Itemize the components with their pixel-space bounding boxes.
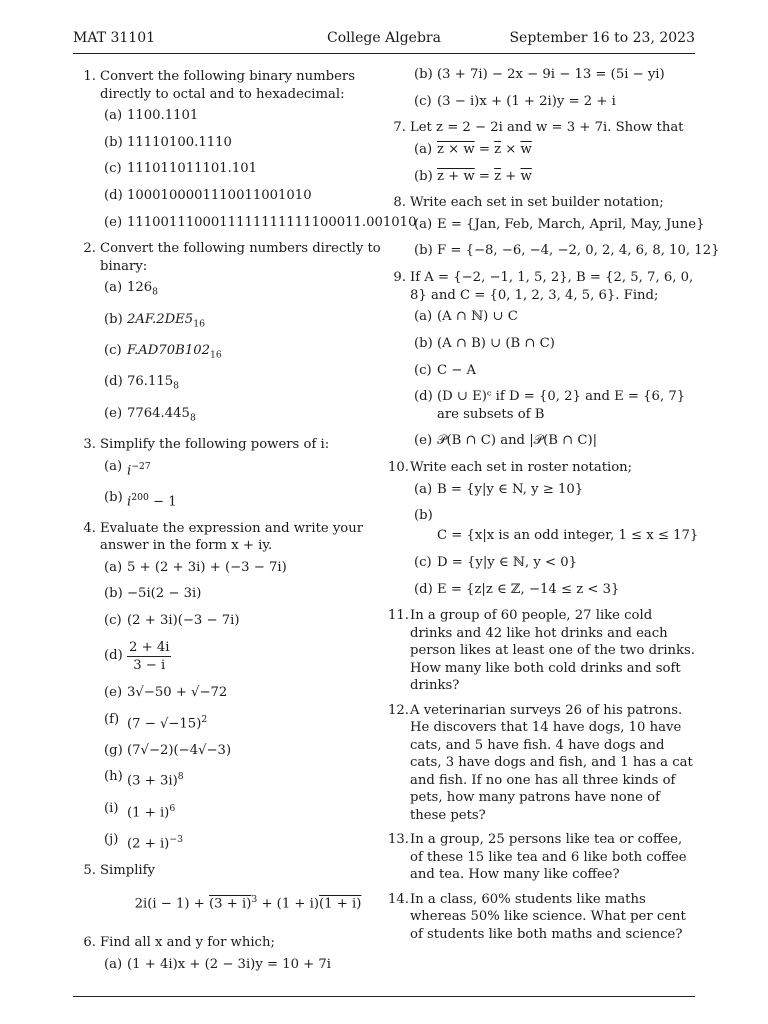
- part: (d) $\frac{2 + 4i}{3 - i}$: [104, 639, 170, 674]
- part: (b) $z + w = \overline{z} + \overline{w}$: [414, 168, 532, 184]
- question-3: [78, 436, 396, 510]
- date-range: September 16 to 23, 2023: [509, 30, 695, 46]
- question-number: 2.: [83, 241, 96, 257]
- part: (a) (A ∩ ℕ) ∪ C: [414, 309, 518, 325]
- part: (b) C = {x|x is an odd integer, 1 ≤ x ≤ 17}: [414, 508, 699, 544]
- question-2: [78, 240, 396, 426]
- question-text: Write each set in roster notation;: [410, 460, 633, 476]
- question-number: 5.: [83, 862, 96, 878]
- question-13: [388, 831, 698, 884]
- fraction: $\frac{2 + 4i}{3 - i}$: [129, 639, 170, 674]
- part: (d) 1000100001110011001010: [104, 188, 312, 204]
- question-number: 14.: [388, 891, 409, 907]
- part: (e) 3√−50 + √−72: [104, 684, 228, 700]
- part: (e) $7764.445_8$: [104, 405, 196, 424]
- question-text: Find all x and y for which;: [100, 935, 275, 951]
- part: (c) (2 + 3i)(−3 − 7i): [104, 613, 240, 629]
- part: (b) F = {−8, −6, −4, −2, 0, 2, 4, 6, 8, 10, 12}: [414, 243, 720, 259]
- question-10: [388, 459, 698, 598]
- display-expression: $2i(i - 1) + (3 + i)^3 + (1 + i)(1 + i)$: [134, 894, 362, 912]
- part: (i) $(1 + i)^6$: [104, 800, 176, 820]
- question-11: [388, 607, 698, 695]
- question-number: 10.: [388, 460, 409, 476]
- question-4: [78, 520, 396, 853]
- part: (a) $126_8$: [104, 280, 159, 299]
- question-text: In a class, 60% students like maths whereas 50% like science. What per cent of students like both maths and science?: [410, 891, 686, 942]
- part: (j) $(2 + i)^{-3}$: [104, 831, 183, 851]
- course-title: College Algebra: [327, 30, 441, 46]
- question-text: In a group of 60 people, 27 like cold drinks and 42 like hot drinks and each person likes at least one of the two drinks. How many like both cold drinks and soft drinks?: [410, 608, 695, 694]
- part: (b) (3 + 7i) − 2x − 9i − 13 = (5i − yi): [414, 67, 665, 82]
- part: (c) (3 − i)x + (1 + 2i)y = 2 + i: [414, 93, 616, 109]
- left-column: [78, 68, 417, 982]
- part: (e) 1110011100011111111111100011.001010: [104, 214, 417, 230]
- page-header: [73, 30, 695, 52]
- question-number: 1.: [83, 69, 96, 84]
- question-number: 13.: [388, 832, 409, 848]
- question-9: [388, 269, 698, 450]
- question-12: [388, 702, 698, 825]
- footer-rule: [73, 996, 695, 997]
- course-code: MAT 31101: [73, 30, 156, 46]
- part: (a) $i^{-27}$: [104, 458, 151, 478]
- question-8: [388, 194, 720, 260]
- question-text: If A = {−2, −1, 1, 5, 2}, B = {2, 5, 7, 6, 0, 8} and C = {0, 1, 2, 3, 4, 5, 6}. Find;: [410, 270, 694, 303]
- question-6: [78, 934, 396, 973]
- question-1: [78, 68, 417, 231]
- question-number: 8.: [393, 195, 406, 211]
- question-text: A veterinarian surveys 26 of his patrons. He discovers that 14 have dogs, 10 have cats, and 5 have fish. 4 have dogs and cats, 3 have dogs and fish, and 1 has a cat and fish. If no one has all three kinds of pets, how many patrons have none of these pets?: [410, 702, 693, 823]
- part: (a) B = {y|y ∈ N, y ≥ 10}: [414, 481, 584, 497]
- question-text: Evaluate the expression and write your answer in the form x + iy.: [100, 520, 364, 554]
- part: (b) −5i(2 − 3i): [104, 586, 202, 602]
- part: (a) E = {Jan, Feb, March, April, May, June}: [414, 216, 705, 232]
- part: (a) 5 + (2 + 3i) + (−3 − 7i): [104, 559, 287, 575]
- question-number: 4.: [83, 520, 96, 536]
- question-text: Let z = 2 − 2i and w = 3 + 7i. Show that: [410, 120, 684, 136]
- part: (c) $F.AD70B102_{16}$: [104, 343, 222, 361]
- part: (f) $(7 - √-15)^2$: [104, 711, 208, 732]
- question-14: [388, 891, 698, 944]
- question-5: [78, 862, 396, 927]
- question-7: [388, 119, 698, 185]
- part: (a) (1 + 4i)x + (2 − 3i)y = 10 + 7i: [104, 956, 332, 972]
- question-number: 3.: [83, 437, 96, 453]
- part: (e) 𝒫(B ∩ C) and |𝒫(B ∩ C)|: [414, 433, 598, 449]
- question-number: 7.: [393, 120, 406, 136]
- question-text: In a group, 25 persons like tea or coffee, of these 15 like tea and 6 like both coffee and tea. How many like coffee?: [410, 832, 687, 883]
- part: (c) D = {y|y ∈ ℕ, y < 0}: [414, 554, 577, 570]
- question-number: 11.: [388, 608, 409, 624]
- part: (c) 111011011101.101: [104, 161, 258, 177]
- question-number: 6.: [83, 935, 96, 951]
- question-number: 12.: [388, 702, 409, 718]
- part: (g) (7√−2)(−4√−3): [104, 742, 232, 758]
- part: (b) 11110100.1110: [104, 134, 232, 150]
- header-rule: [73, 53, 695, 54]
- right-column: [388, 67, 720, 950]
- question-6-continued: [388, 66, 698, 110]
- question-text: Simplify the following powers of i:: [100, 437, 330, 453]
- question-text: Write each set in set builder notation;: [410, 195, 664, 211]
- part: (c) C − A: [414, 362, 477, 378]
- question-text: Convert the following binary numbers directly to octal and to hexadecimal:: [100, 69, 355, 102]
- part: (b) (A ∩ B) ∪ (B ∩ C): [414, 335, 555, 351]
- question-text: Simplify: [100, 862, 155, 878]
- part: (a) 1100.1101: [104, 108, 199, 123]
- part: (d) (D ∪ E)ᶜ if D = {0, 2} and E = {6, 7} are subsets of B: [414, 389, 686, 422]
- part: (b) $2AF.2DE5_{16}$: [104, 311, 205, 330]
- part: (b) $i^{200} - 1$: [104, 489, 177, 510]
- part: (a) $z \times w = \overline{z} \times \overline{w}$: [414, 141, 532, 157]
- part: (d) E = {z|z ∈ ℤ, −14 ≤ z < 3}: [414, 581, 620, 597]
- question-text: Convert the following numbers directly to binary:: [100, 241, 381, 274]
- part: (d) $76.115_8$: [104, 374, 180, 393]
- question-number: 9.: [393, 270, 406, 286]
- part: (h) $(3 + 3i)^8$: [104, 769, 184, 789]
